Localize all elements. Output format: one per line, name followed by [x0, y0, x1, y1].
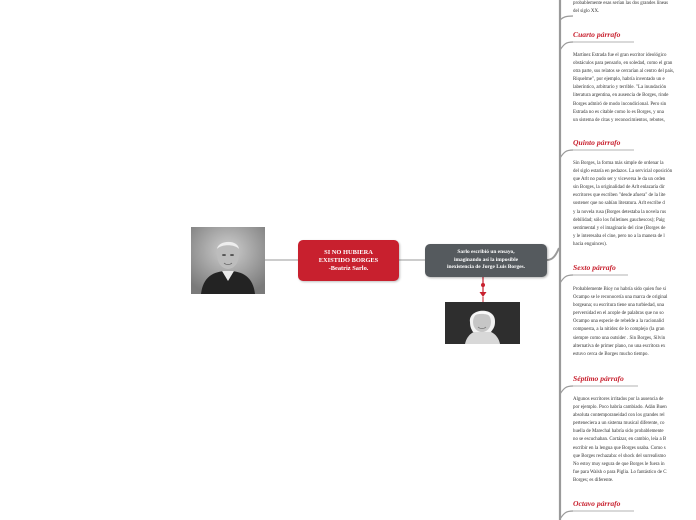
- portrait-borges-image: [191, 227, 265, 294]
- section-line: Estrada no es citable como lo es Borges, y una: [573, 109, 664, 115]
- section-line: perversidad en el acople de palabras que no so: [573, 311, 664, 317]
- section-line: debilidad; sólo los folletines gauchescos); Paig: [573, 217, 665, 223]
- section-line: estuvo cerca de Borges mucho tiempo.: [573, 351, 649, 357]
- section-line: sostener que no sabían literatura. Arlt escribe d: [573, 201, 665, 207]
- section-quinto-text: [573, 160, 696, 249]
- section-line: por ejemplo. Poco habría cambiado. Adán Buen: [573, 405, 667, 411]
- section-heading-septimo[interactable]: Séptimo párrafo: [573, 374, 624, 383]
- central-topic-line: SI NO HUBIERA: [324, 248, 373, 256]
- section-line: huella de Marechal habría sido probablemente: [573, 429, 664, 435]
- essay-topic-line: Sarlo escribió un ensayo,: [457, 249, 515, 256]
- section-line: Probablemente Bioy no habría sido quien fue si: [573, 287, 667, 292]
- section-line: no se escuchaban. Cortázar, en cambio, leía a B: [573, 437, 667, 443]
- section-line: un sistema de citas y reconocimientos, rebotes,: [573, 117, 665, 123]
- section-heading-octavo[interactable]: Octavo párrafo: [573, 499, 621, 508]
- section-septimo-text: [573, 396, 696, 485]
- section-sexto-text: [573, 286, 696, 359]
- section-line: Riquelme", por ejemplo, habría inventado un e: [573, 77, 665, 83]
- section-line: otra parte, sus relatos se cerrarían al centro del país,: [573, 69, 675, 75]
- essay-topic-line: inexistencia de Jorge Luis Borges.: [446, 264, 525, 271]
- central-topic-line: EXISTIDO BORGES: [318, 256, 379, 264]
- section-line: Sin Borges, la forma más simple de ordenar la: [573, 161, 664, 166]
- section-line: No estoy muy segura de que Borges le fuera in: [573, 461, 665, 467]
- section-line: Borges; es diferente.: [573, 477, 614, 483]
- section-line: sin Borges, la originalidad de Arlt enlazaría dir: [573, 185, 665, 191]
- section-line: siempre como una outsider . Sin Borges, Silvin: [573, 335, 666, 341]
- section-line: y le interesaba el cine, pero no a la manera de l: [573, 233, 665, 239]
- section-line: absoluta contemporaneidad con los grandes rel: [573, 413, 665, 419]
- section-line: laberíntico, arbitrario y terrible. "La inundación: [573, 85, 667, 91]
- section-line: Ocampo se le reconocería una marca de original: [573, 295, 668, 301]
- section-cuarto-text: [573, 52, 696, 125]
- section-line: Ocampo una especie de rebelde a la racionalid: [573, 319, 664, 325]
- section-line: hacia enguinces).: [573, 241, 607, 247]
- section-line: escritores que escriben "desde afuera" de la lite: [573, 193, 666, 199]
- section-line: alternativa de primer plano, no una escritora ex: [573, 343, 666, 349]
- section-line: y la novela rusa (Borges detestaba la novela rus: [573, 209, 667, 215]
- section-line: que Arlt no pudo ser y viceversa le da un orden: [573, 177, 666, 183]
- section-heading-sexto[interactable]: Sexto párrafo: [573, 263, 616, 272]
- section-line: fue para Walsh o para Piglia. Lo fantástico de C: [573, 469, 667, 475]
- section-line: del siglo estaría en pedazos. La servicial oposición: [573, 169, 673, 175]
- section-line: del siglo XX.: [573, 9, 600, 15]
- section-line: Borges admiró de modo incondicional. Pero sin: [573, 101, 667, 107]
- central-topic-line: -Beatriz Sarlo.: [328, 264, 369, 272]
- section-line: escribir en la lengua que Borges usaba. Como s: [573, 445, 666, 451]
- section-line: sentimental y el imaginario del cine (Borges de: [573, 225, 666, 231]
- section-line: Martínez Estrada fue el gran escritor ideológico: [573, 53, 667, 58]
- section-line: borgeana; su escritura tiene una turbiedad, una: [573, 303, 665, 309]
- section-line: perteneciera a un sistema musical diferente, co: [573, 421, 665, 427]
- section-line: literatura argentina, en ausencia de Borges, rinde: [573, 93, 669, 99]
- section-line: que Borges rechazaba: el shock del surrealismo: [573, 453, 666, 459]
- section-line: Algunos escritores irritados por la ausencia de: [573, 397, 664, 402]
- section-heading-quinto[interactable]: Quinto párrafo: [573, 138, 621, 147]
- section-0-text: [573, 0, 696, 16]
- central-topic[interactable]: [298, 240, 399, 281]
- essay-topic-node[interactable]: [425, 244, 547, 277]
- section-heading-cuarto[interactable]: Cuarto párrafo: [573, 30, 621, 39]
- section-line: obstáculos para pensarlo, en soledad, como el gran: [573, 61, 673, 67]
- section-line: probablemente esas serían las dos grandes líneas: [573, 1, 669, 6]
- section-line: compuesta, a la nitidez de lo complejo (la gran: [573, 327, 665, 333]
- portrait-sarlo-image: [445, 302, 520, 344]
- essay-topic-line: imaginando así la imposible: [454, 256, 518, 263]
